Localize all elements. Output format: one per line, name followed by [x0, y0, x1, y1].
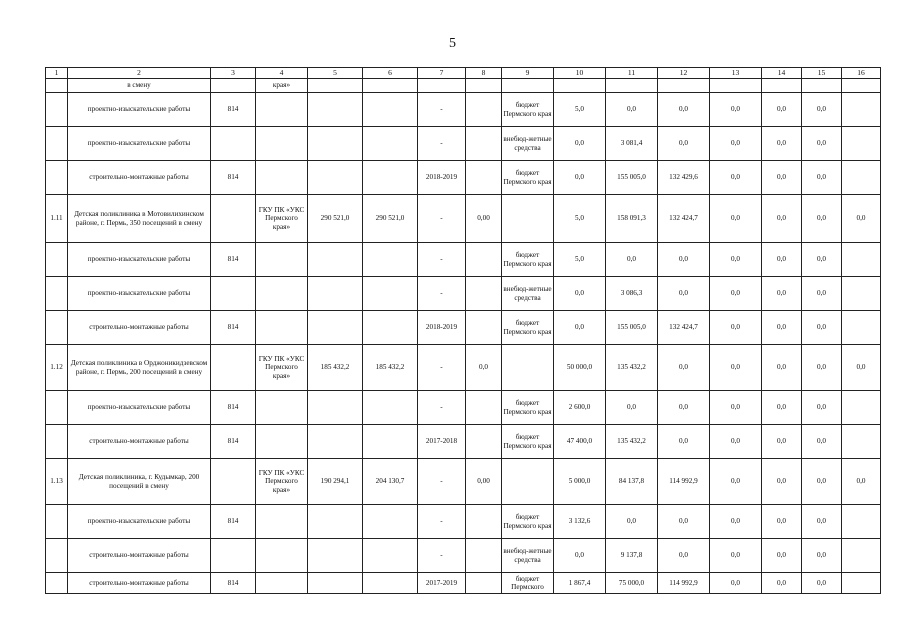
- estimated-cost-cell: [308, 243, 363, 277]
- construction-period-cell: -: [418, 505, 466, 539]
- col-header: 1: [46, 68, 68, 79]
- col-header: 6: [363, 68, 418, 79]
- year-col-12-cell: 0,0: [658, 243, 710, 277]
- year-col-10-cell: 2 600,0: [554, 391, 606, 425]
- object-name-cell: Детская поликлиника в Мотовилихинском районе, г. Пермь, 350 посещений в смену: [68, 195, 211, 243]
- table-row: [46, 391, 881, 425]
- limit-cost-cell: [363, 539, 418, 573]
- grbs-code-cell: 814: [211, 573, 256, 594]
- year-col-13-cell: 0,0: [710, 539, 762, 573]
- col-header: 8: [466, 68, 502, 79]
- construction-period-cell: 2017-2018: [418, 425, 466, 459]
- customer-cell: края»: [256, 79, 308, 93]
- year-col-12-cell: 114 992,9: [658, 459, 710, 505]
- year-col-14-cell: 0,0: [762, 539, 802, 573]
- grbs-code-cell: 814: [211, 505, 256, 539]
- year-col-14-cell: [762, 79, 802, 93]
- funding-source-cell: бюджет Пермского края: [502, 93, 554, 127]
- year-col-10-cell: 50 000,0: [554, 345, 606, 391]
- customer-cell: ГКУ ПК «УКС Пермского края»: [256, 459, 308, 505]
- year-col-15-cell: 0,0: [802, 195, 842, 243]
- grbs-code-cell: 814: [211, 425, 256, 459]
- limit-cost-cell: [363, 161, 418, 195]
- table-row: [46, 425, 881, 459]
- estimated-cost-cell: [308, 391, 363, 425]
- grbs-code-cell: [211, 459, 256, 505]
- year-col-16-cell: [842, 79, 881, 93]
- year-col-13-cell: 0,0: [710, 391, 762, 425]
- object-name-cell: Детская поликлиника в Орджоникидзевском районе, г. Пермь, 200 посещений в смену: [68, 345, 211, 391]
- readiness-cell: [466, 79, 502, 93]
- year-col-16-cell: 0,0: [842, 345, 881, 391]
- year-col-12-cell: 132 424,7: [658, 311, 710, 345]
- year-col-15-cell: 0,0: [802, 127, 842, 161]
- year-col-13-cell: 0,0: [710, 195, 762, 243]
- construction-period-cell: -: [418, 459, 466, 505]
- year-col-12-cell: 132 424,7: [658, 195, 710, 243]
- year-col-14-cell: 0,0: [762, 161, 802, 195]
- object-name-cell: строительно-монтажные работы: [68, 311, 211, 345]
- estimated-cost-cell: [308, 79, 363, 93]
- year-col-14-cell: 0,0: [762, 277, 802, 311]
- readiness-cell: 0,00: [466, 459, 502, 505]
- customer-cell: [256, 505, 308, 539]
- year-col-12-cell: 0,0: [658, 345, 710, 391]
- construction-period-cell: -: [418, 127, 466, 161]
- col-header: 11: [606, 68, 658, 79]
- year-col-15-cell: 0,0: [802, 505, 842, 539]
- funding-source-cell: бюджет Пермского: [502, 573, 554, 594]
- year-col-10-cell: 0,0: [554, 161, 606, 195]
- year-col-12-cell: [658, 79, 710, 93]
- funding-source-cell: [502, 195, 554, 243]
- year-col-11-cell: 9 137,8: [606, 539, 658, 573]
- year-col-13-cell: 0,0: [710, 425, 762, 459]
- year-col-10-cell: 0,0: [554, 277, 606, 311]
- row-number-cell: [46, 243, 68, 277]
- col-header: 4: [256, 68, 308, 79]
- grbs-code-cell: [211, 195, 256, 243]
- year-col-14-cell: 0,0: [762, 243, 802, 277]
- row-number-cell: 1.12: [46, 345, 68, 391]
- readiness-cell: [466, 391, 502, 425]
- table-row: [46, 127, 881, 161]
- limit-cost-cell: [363, 311, 418, 345]
- year-col-16-cell: [842, 505, 881, 539]
- estimated-cost-cell: 185 432,2: [308, 345, 363, 391]
- year-col-16-cell: [842, 391, 881, 425]
- object-name-cell: строительно-монтажные работы: [68, 573, 211, 594]
- grbs-code-cell: [211, 79, 256, 93]
- readiness-cell: [466, 505, 502, 539]
- limit-cost-cell: [363, 425, 418, 459]
- row-number-cell: 1.11: [46, 195, 68, 243]
- readiness-cell: 0,00: [466, 195, 502, 243]
- construction-period-cell: -: [418, 391, 466, 425]
- limit-cost-cell: [363, 243, 418, 277]
- object-name-cell: в смену: [68, 79, 211, 93]
- construction-period-cell: 2018-2019: [418, 161, 466, 195]
- year-col-12-cell: 0,0: [658, 127, 710, 161]
- year-col-11-cell: 135 432,2: [606, 425, 658, 459]
- year-col-15-cell: 0,0: [802, 391, 842, 425]
- year-col-10-cell: 3 132,6: [554, 505, 606, 539]
- table-row: [46, 243, 881, 277]
- table-row: [46, 311, 881, 345]
- limit-cost-cell: [363, 573, 418, 594]
- year-col-13-cell: 0,0: [710, 243, 762, 277]
- year-col-11-cell: 0,0: [606, 505, 658, 539]
- customer-cell: [256, 311, 308, 345]
- year-col-15-cell: 0,0: [802, 277, 842, 311]
- year-col-10-cell: [554, 79, 606, 93]
- year-col-11-cell: 0,0: [606, 243, 658, 277]
- year-col-15-cell: 0,0: [802, 425, 842, 459]
- page-number: 5: [449, 36, 456, 51]
- limit-cost-cell: [363, 93, 418, 127]
- customer-cell: [256, 573, 308, 594]
- year-col-16-cell: [842, 243, 881, 277]
- row-number-cell: 1.13: [46, 459, 68, 505]
- estimated-cost-cell: [308, 425, 363, 459]
- year-col-14-cell: 0,0: [762, 127, 802, 161]
- table-row: [46, 277, 881, 311]
- year-col-16-cell: [842, 311, 881, 345]
- year-col-15-cell: 0,0: [802, 161, 842, 195]
- readiness-cell: [466, 243, 502, 277]
- year-col-15-cell: 0,0: [802, 459, 842, 505]
- funding-source-cell: [502, 459, 554, 505]
- funding-source-cell: бюджет Пермского края: [502, 391, 554, 425]
- object-name-cell: проектно-изыскательские работы: [68, 391, 211, 425]
- year-col-14-cell: 0,0: [762, 425, 802, 459]
- year-col-10-cell: 47 400,0: [554, 425, 606, 459]
- year-col-14-cell: 0,0: [762, 345, 802, 391]
- column-number-header: [46, 68, 881, 79]
- funding-source-cell: внебюд-жетные средства: [502, 539, 554, 573]
- object-name-cell: строительно-монтажные работы: [68, 539, 211, 573]
- customer-cell: ГКУ ПК «УКС Пермского края»: [256, 345, 308, 391]
- customer-cell: [256, 161, 308, 195]
- year-col-13-cell: 0,0: [710, 127, 762, 161]
- customer-cell: ГКУ ПК «УКС Пермского края»: [256, 195, 308, 243]
- row-number-cell: [46, 79, 68, 93]
- year-col-15-cell: 0,0: [802, 539, 842, 573]
- year-col-12-cell: 114 992,9: [658, 573, 710, 594]
- object-name-cell: проектно-изыскательские работы: [68, 93, 211, 127]
- funding-source-cell: бюджет Пермского края: [502, 505, 554, 539]
- object-name-cell: Детская поликлиника, г. Кудымкар, 200 посещений в смену: [68, 459, 211, 505]
- construction-period-cell: -: [418, 243, 466, 277]
- col-header: 5: [308, 68, 363, 79]
- customer-cell: [256, 539, 308, 573]
- year-col-12-cell: 0,0: [658, 93, 710, 127]
- year-col-11-cell: 0,0: [606, 93, 658, 127]
- year-col-14-cell: 0,0: [762, 391, 802, 425]
- grbs-code-cell: 814: [211, 391, 256, 425]
- year-col-10-cell: 0,0: [554, 311, 606, 345]
- year-col-16-cell: [842, 161, 881, 195]
- year-col-10-cell: 1 867,4: [554, 573, 606, 594]
- year-col-14-cell: 0,0: [762, 311, 802, 345]
- limit-cost-cell: 290 521,0: [363, 195, 418, 243]
- object-name-cell: проектно-изыскательские работы: [68, 127, 211, 161]
- col-header: 12: [658, 68, 710, 79]
- grbs-code-cell: [211, 345, 256, 391]
- limit-cost-cell: 185 432,2: [363, 345, 418, 391]
- grbs-code-cell: 814: [211, 243, 256, 277]
- year-col-13-cell: 0,0: [710, 459, 762, 505]
- col-header: 10: [554, 68, 606, 79]
- row-number-cell: [46, 573, 68, 594]
- readiness-cell: [466, 539, 502, 573]
- table-row: [46, 573, 881, 594]
- year-col-14-cell: 0,0: [762, 93, 802, 127]
- readiness-cell: [466, 277, 502, 311]
- year-col-16-cell: 0,0: [842, 195, 881, 243]
- year-col-10-cell: 0,0: [554, 539, 606, 573]
- funding-source-cell: внебюд-жетные средства: [502, 277, 554, 311]
- year-col-10-cell: 5,0: [554, 93, 606, 127]
- table-row: [46, 161, 881, 195]
- object-name-cell: проектно-изыскательские работы: [68, 277, 211, 311]
- funding-source-cell: внебюд-жетные средства: [502, 127, 554, 161]
- year-col-16-cell: [842, 127, 881, 161]
- year-col-14-cell: 0,0: [762, 573, 802, 594]
- year-col-11-cell: 155 005,0: [606, 161, 658, 195]
- table-row: [46, 539, 881, 573]
- grbs-code-cell: [211, 277, 256, 311]
- year-col-13-cell: 0,0: [710, 345, 762, 391]
- year-col-14-cell: 0,0: [762, 459, 802, 505]
- year-col-11-cell: 158 091,3: [606, 195, 658, 243]
- readiness-cell: [466, 425, 502, 459]
- customer-cell: [256, 127, 308, 161]
- year-col-11-cell: 75 000,0: [606, 573, 658, 594]
- year-col-11-cell: 155 005,0: [606, 311, 658, 345]
- object-name-cell: проектно-изыскательские работы: [68, 505, 211, 539]
- customer-cell: [256, 277, 308, 311]
- year-col-13-cell: 0,0: [710, 161, 762, 195]
- year-col-11-cell: 135 432,2: [606, 345, 658, 391]
- funding-source-cell: бюджет Пермского края: [502, 161, 554, 195]
- funding-source-cell: бюджет Пермского края: [502, 311, 554, 345]
- col-header: 16: [842, 68, 881, 79]
- object-row: [46, 345, 881, 391]
- year-col-16-cell: 0,0: [842, 459, 881, 505]
- funding-source-cell: [502, 79, 554, 93]
- limit-cost-cell: [363, 505, 418, 539]
- object-row: [46, 459, 881, 505]
- col-header: 7: [418, 68, 466, 79]
- construction-period-cell: -: [418, 93, 466, 127]
- estimated-cost-cell: 290 521,0: [308, 195, 363, 243]
- year-col-13-cell: 0,0: [710, 505, 762, 539]
- year-col-13-cell: 0,0: [710, 277, 762, 311]
- col-header: 13: [710, 68, 762, 79]
- grbs-code-cell: [211, 127, 256, 161]
- year-col-10-cell: 5 000,0: [554, 459, 606, 505]
- readiness-cell: [466, 93, 502, 127]
- year-col-15-cell: [802, 79, 842, 93]
- year-col-12-cell: 0,0: [658, 505, 710, 539]
- readiness-cell: [466, 161, 502, 195]
- funding-source-cell: [502, 345, 554, 391]
- row-number-cell: [46, 161, 68, 195]
- construction-period-cell: [418, 79, 466, 93]
- readiness-cell: 0,0: [466, 345, 502, 391]
- col-header: 14: [762, 68, 802, 79]
- year-col-12-cell: 0,0: [658, 277, 710, 311]
- year-col-12-cell: 0,0: [658, 425, 710, 459]
- table-row: [46, 93, 881, 127]
- year-col-11-cell: 0,0: [606, 391, 658, 425]
- limit-cost-cell: [363, 391, 418, 425]
- year-col-10-cell: 0,0: [554, 127, 606, 161]
- object-name-cell: проектно-изыскательские работы: [68, 243, 211, 277]
- object-row: [46, 195, 881, 243]
- year-col-12-cell: 0,0: [658, 391, 710, 425]
- estimated-cost-cell: [308, 127, 363, 161]
- estimated-cost-cell: 190 294,1: [308, 459, 363, 505]
- year-col-16-cell: [842, 277, 881, 311]
- year-col-16-cell: [842, 93, 881, 127]
- row-number-cell: [46, 93, 68, 127]
- object-name-cell: строительно-монтажные работы: [68, 161, 211, 195]
- limit-cost-cell: [363, 127, 418, 161]
- year-col-13-cell: [710, 79, 762, 93]
- year-col-11-cell: 84 137,8: [606, 459, 658, 505]
- year-col-16-cell: [842, 539, 881, 573]
- table-row: [46, 505, 881, 539]
- year-col-13-cell: 0,0: [710, 93, 762, 127]
- year-col-13-cell: 0,0: [710, 573, 762, 594]
- customer-cell: [256, 243, 308, 277]
- construction-period-cell: -: [418, 539, 466, 573]
- year-col-15-cell: 0,0: [802, 573, 842, 594]
- year-col-10-cell: 5,0: [554, 195, 606, 243]
- row-number-cell: [46, 391, 68, 425]
- year-col-15-cell: 0,0: [802, 93, 842, 127]
- year-col-13-cell: 0,0: [710, 311, 762, 345]
- customer-cell: [256, 93, 308, 127]
- grbs-code-cell: 814: [211, 311, 256, 345]
- col-header: 9: [502, 68, 554, 79]
- year-col-12-cell: 0,0: [658, 539, 710, 573]
- construction-period-cell: -: [418, 277, 466, 311]
- year-col-15-cell: 0,0: [802, 345, 842, 391]
- estimated-cost-cell: [308, 93, 363, 127]
- year-col-15-cell: 0,0: [802, 311, 842, 345]
- col-header: 15: [802, 68, 842, 79]
- year-col-14-cell: 0,0: [762, 505, 802, 539]
- row-number-cell: [46, 425, 68, 459]
- customer-cell: [256, 425, 308, 459]
- year-col-15-cell: 0,0: [802, 243, 842, 277]
- readiness-cell: [466, 127, 502, 161]
- grbs-code-cell: 814: [211, 161, 256, 195]
- construction-period-cell: -: [418, 195, 466, 243]
- row-number-cell: [46, 505, 68, 539]
- estimated-cost-cell: [308, 539, 363, 573]
- year-col-16-cell: [842, 425, 881, 459]
- object-name-cell: строительно-монтажные работы: [68, 425, 211, 459]
- construction-period-cell: -: [418, 345, 466, 391]
- year-col-11-cell: 3 086,3: [606, 277, 658, 311]
- table-row: [46, 79, 881, 93]
- grbs-code-cell: 814: [211, 93, 256, 127]
- year-col-12-cell: 132 429,6: [658, 161, 710, 195]
- funding-source-cell: бюджет Пермского края: [502, 425, 554, 459]
- year-col-10-cell: 5,0: [554, 243, 606, 277]
- construction-period-cell: 2017-2019: [418, 573, 466, 594]
- year-col-11-cell: [606, 79, 658, 93]
- row-number-cell: [46, 311, 68, 345]
- budget-table: [45, 67, 881, 594]
- readiness-cell: [466, 311, 502, 345]
- customer-cell: [256, 391, 308, 425]
- estimated-cost-cell: [308, 277, 363, 311]
- row-number-cell: [46, 277, 68, 311]
- estimated-cost-cell: [308, 505, 363, 539]
- limit-cost-cell: [363, 277, 418, 311]
- estimated-cost-cell: [308, 311, 363, 345]
- estimated-cost-cell: [308, 161, 363, 195]
- limit-cost-cell: [363, 79, 418, 93]
- row-number-cell: [46, 127, 68, 161]
- limit-cost-cell: 204 130,7: [363, 459, 418, 505]
- col-header: 2: [68, 68, 211, 79]
- year-col-11-cell: 3 081,4: [606, 127, 658, 161]
- col-header: 3: [211, 68, 256, 79]
- estimated-cost-cell: [308, 573, 363, 594]
- construction-period-cell: 2018-2019: [418, 311, 466, 345]
- year-col-14-cell: 0,0: [762, 195, 802, 243]
- funding-source-cell: бюджет Пермского края: [502, 243, 554, 277]
- year-col-16-cell: [842, 573, 881, 594]
- grbs-code-cell: [211, 539, 256, 573]
- readiness-cell: [466, 573, 502, 594]
- row-number-cell: [46, 539, 68, 573]
